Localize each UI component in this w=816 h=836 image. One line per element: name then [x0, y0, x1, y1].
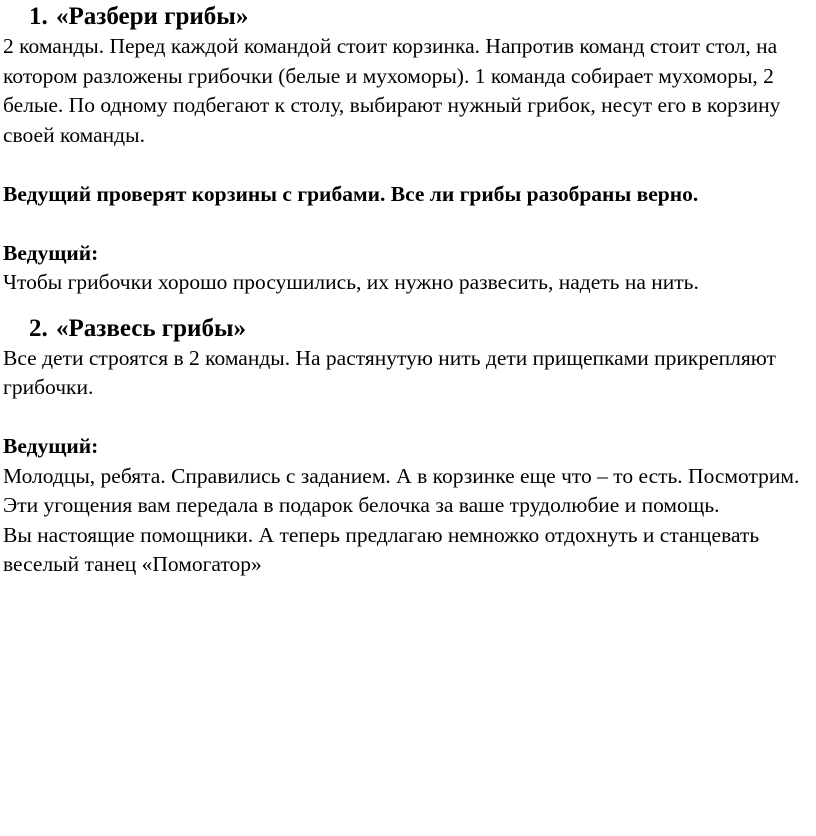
spacer — [3, 209, 812, 239]
spacer — [3, 150, 812, 180]
section-1-title: «Разбери грибы» — [56, 3, 249, 30]
section-2-number: 2. — [29, 314, 48, 342]
section-2-host-label: Ведущий: — [3, 434, 99, 458]
section-1-host-text: Чтобы грибочки хорошо просушились, их нужно развесить, надеть на нить. — [3, 270, 699, 294]
section-1-line: котором разложены грибочки (белые и мухоморы). 1 команда собирает мухоморы, 2 — [3, 63, 774, 88]
section-2-host-line: веселый танец «Помогатор» — [3, 552, 262, 576]
spacer — [3, 403, 812, 433]
section-1-line: 2 команды. Перед каждой командой стоит корзинка. Напротив команд стоит стол, на — [3, 34, 778, 58]
section-1-number: 1. — [29, 3, 48, 30]
section-2-host-line: Эти угощения вам передала в подарок белочка за ваше трудолюбие и помощь. — [3, 493, 720, 517]
section-1-line: своей команды. — [3, 122, 145, 147]
section-2-line: Все дети строятся в 2 команды. На растянутую нить дети прищепками прикрепляют — [3, 345, 776, 370]
section-1-host-label: Ведущий: — [3, 240, 99, 265]
section-1-heading — [3, 0, 812, 32]
section-2-host-speech — [3, 462, 812, 580]
section-2-heading — [3, 314, 812, 344]
section-2-description — [3, 344, 812, 403]
section-1-check-note: Ведущий проверят корзины с грибами. Все ли грибы разобраны верно. — [3, 181, 699, 206]
section-1-line: белые. По одному подбегают к столу, выбирают нужный грибок, несут его в корзину — [3, 93, 781, 117]
section-1-description — [3, 32, 812, 150]
section-2-title: «Развесь грибы» — [56, 314, 246, 342]
section-2-host-line: Молодцы, ребята. Справились с заданием. А в корзинке еще что – то есть. Посмотрим. — [3, 463, 800, 488]
section-2-line: грибочки. — [3, 375, 94, 399]
section-2-host-line: Вы настоящие помощники. А теперь предлагаю немножко отдохнуть и станцевать — [3, 522, 760, 547]
